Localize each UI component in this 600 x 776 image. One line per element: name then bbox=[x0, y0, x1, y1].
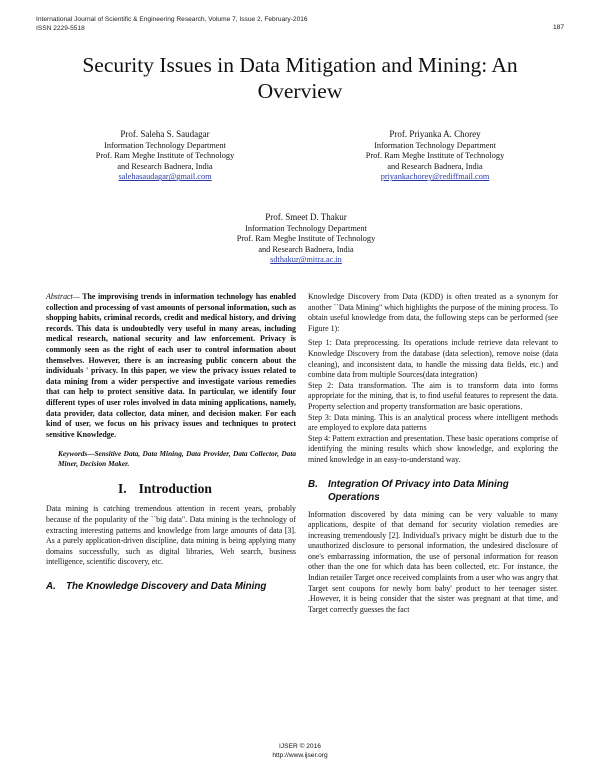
author-block-1 bbox=[60, 128, 270, 183]
abstract-label: Abstract— bbox=[46, 292, 80, 301]
author-dept: Information Technology Department bbox=[374, 141, 496, 150]
intro-paragraph: Data mining is catching tremendous attention in recent years, probably because of the popularity of the ``big data". Data mining is the technology of extracting interesting patterns and knowledge from large amounts of data [3]. As a purely application-driven discipline, data mining is being applying many domains successfully, such as digital libraries, Web search, business intelligence, scientific discovery, etc. bbox=[46, 504, 296, 567]
author-email-link[interactable]: salehasaudagar@gmail.com bbox=[118, 172, 212, 182]
author-name: Prof. Smeet D. Thakur bbox=[265, 212, 347, 222]
issn: ISSN 2229-5518 bbox=[36, 25, 85, 32]
author-inst: Prof. Ram Meghe Institute of Technology bbox=[95, 151, 235, 161]
footer-url: http://www.ijser.org bbox=[272, 751, 328, 759]
author-block-2 bbox=[330, 128, 540, 183]
author-location: and Research Badnera, India bbox=[258, 244, 354, 254]
author-block-3 bbox=[196, 211, 416, 266]
author-inst: Prof. Ram Meghe Institute of Technology bbox=[365, 151, 505, 161]
step-2: Step 2: Data transformation. The aim is to transform data into forms appropriate for the mining, that is, to find useful features to represent the data. Property selection and property transformation are basic operations. bbox=[308, 380, 558, 411]
section-title: Introduction bbox=[138, 481, 212, 497]
section-number: I. bbox=[118, 481, 127, 497]
step-1: Step 1: Data preprocessing. Its operations include retrieve data relevant to Knowledge Discovery from the database (data selection), remove noise (data cleaning), and inconsistent data, to handle the missing data fields, etc.) and combine data from multiple Sources(data integration) bbox=[308, 338, 558, 380]
subsection-label: B. bbox=[308, 478, 318, 490]
journal-header: International Journal of Scientific & Engineering Research, Volume 7, Issue 2, February-2016 bbox=[36, 16, 308, 23]
page-number: 187 bbox=[552, 24, 564, 31]
footer-copyright: IJSER © 2016 bbox=[279, 743, 321, 750]
author-inst: Prof. Ram Meghe Institute of Technology bbox=[236, 234, 376, 244]
author-dept: Information Technology Department bbox=[104, 141, 226, 150]
author-email-link[interactable]: priyankachorey@rediffmail.com bbox=[380, 172, 490, 182]
author-name: Prof. Saleha S. Saudagar bbox=[120, 129, 210, 139]
abstract-text: The improvising trends in information technology has enabled collection and processing of vast amounts of personal information, such as shopping habits, criminal records, credit and medical history, and driving records. This data is undoubtedly very useful in many areas, including medical research, national security and law enforcement. Privacy is commonly seen as the right of each user to control information about themselves. However, there is an increasing public concern about the individuals ' privacy. In this paper, we view the privacy issues related to data mining from a wider perspective and investigate various remedies that can help to protect sensitive data. In particular, we identify four different types of user roles involved in data mining applications, namely, data provider, data collector, data miner, and decision maker. For each kind of user, we focus on his privacy issues and techniques to protect sensitive Knowledge. bbox=[46, 292, 296, 439]
step-4: Step 4: Pattern extraction and presentation. These basic operations comprise of identifying the mining results which show knowledge, and exploring the mined knowledge in an easy-to-understand way. bbox=[308, 433, 558, 464]
section-heading-introduction bbox=[46, 481, 296, 497]
right-column bbox=[308, 292, 558, 615]
paper-title: Security Issues in Data Mitigation and Mining: An Overview bbox=[82, 53, 518, 103]
page-footer bbox=[0, 743, 600, 760]
abstract bbox=[46, 292, 296, 440]
subsection-heading-a bbox=[46, 580, 296, 593]
step-3: Step 3: Data mining. This is an analytical process where intelligent methods are employed to explore data patterns bbox=[308, 412, 558, 433]
kdd-paragraph: Knowledge Discovery from Data (KDD) is often treated as a synonym for another ``Data Mining" which highlights the purpose of the mining process. To obtain useful knowledge from data, the following steps can be performed (see Figure 1): bbox=[308, 292, 558, 333]
left-column bbox=[46, 292, 296, 599]
subsection-heading-b bbox=[308, 478, 558, 504]
privacy-paragraph: Information discovered by data mining can be very valuable to many applications, despite of that demand for security violation remedies are increasing tremendously [2]. Individual's privacy might be disturb due to the unauthorized disclosure to personal information, the undesired disclosure of one's embarrassing information, the use of personal information for reason other than the one for which data has been collected, etc. For instance, the Indian retailer Target once received complaints from a user who was angry that Target sent coupons for newly born baby' product to her teenager sister. .However, it is being consider that the sister was pregnant at that time, and Target correctly guesses the fact bbox=[308, 509, 558, 614]
subsection-title: The Knowledge Discovery and Data Mining bbox=[66, 580, 267, 592]
subsection-label: A. bbox=[46, 580, 56, 592]
author-dept: Information Technology Department bbox=[245, 224, 367, 233]
author-location: and Research Badnera, India bbox=[387, 161, 483, 171]
author-name: Prof. Priyanka A. Chorey bbox=[389, 129, 481, 139]
subsection-title: Integration Of Privacy into Data Mining Operations bbox=[328, 478, 509, 503]
keywords: Keywords—Sensitive Data, Data Mining, Data Provider, Data Collector, Data Miner, Decision Maker. bbox=[58, 449, 296, 469]
author-email-link[interactable]: sdthakur@mitra.ac.in bbox=[270, 255, 342, 265]
author-location: and Research Badnera, India bbox=[117, 161, 213, 171]
